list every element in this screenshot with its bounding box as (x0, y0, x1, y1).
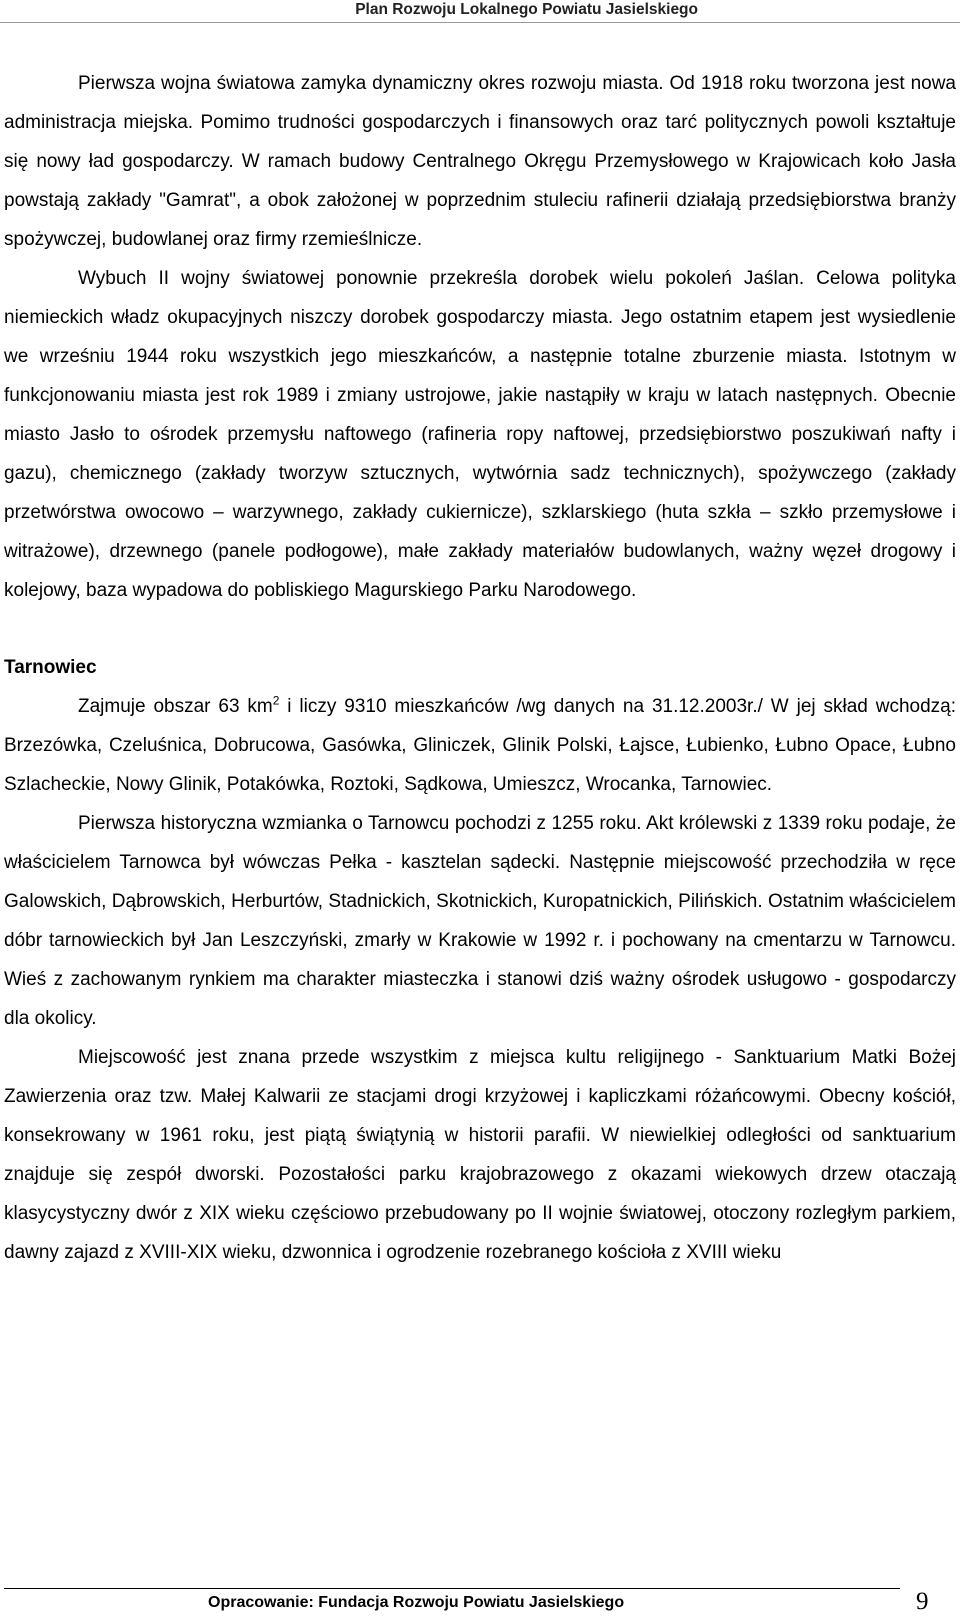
area-text-rest: i liczy 9310 mieszkańców /wg danych na 31.12.2003r./ W jej skład wchodzą: Brzezówka, Czeluśnica, Dobrucowa, Gasówka, Gliniczek, Glinik Polski, Łajsce, Łubienko, Łubno Opace, Łubno Szlacheckie, Nowy Glinik, Potakówka, Roztoki, Sądkowa, Umieszcz, Wrocanka, Tarnowiec. (4, 696, 956, 795)
header-title: Plan Rozwoju Lokalnego Powiatu Jasielskiego (355, 1, 698, 18)
section-heading-tarnowiec: Tarnowiec (4, 657, 97, 678)
footer-divider (4, 1588, 900, 1589)
paragraph-history: Pierwsza historyczna wzmianka o Tarnowcu pochodzi z 1255 roku. Akt królewski z 1339 roku podaje, że właścicielem Tarnowca był wówczas Pełka - kasztelan sądecki. Następnie miejscowość przechodziła w ręce Galowskich, Dąbrowskich, Herburtów, Stadnickich, Skotnickich, Kuropatnickich, Pilińskich. Ostatnim właścicielem dóbr tarnowieckich był Jan Leszczyński, zmarły w Krakowie w 1992 r. i pochowany na cmentarzu w Tarnowcu. Wieś z zachowanym rynkiem ma charakter miasteczka i stanowi dziś ważny ośrodek usługowo - gospodarczy dla okolicy. (4, 813, 956, 1029)
paragraph-area (4, 687, 956, 804)
section-spacer (4, 610, 956, 648)
paragraph-wwi: Pierwsza wojna światowa zamyka dynamiczny okres rozwoju miasta. Od 1918 roku tworzona jest nowa administracja miejska. Pomimo trudności gospodarczych i finansowych oraz tarć politycznych powoli kształtuje się nowy ład gospodarczy. W ramach budowy Centralnego Okręgu Przemysłowego w Krajowicach koło Jasła powstają zakłady "Gamrat", a obok założonej w poprzednim stuleciu rafinerii działają przedsiębiorstwa branży spożywczej, budowlanej oraz firmy rzemieślnicze. (4, 73, 956, 250)
page-header (0, 0, 960, 23)
page-number: 9 (916, 1588, 929, 1615)
area-text: Zajmuje obszar 63 km (78, 696, 273, 717)
paragraph-wwii: Wybuch II wojny światowej ponownie przekreśla dorobek wielu pokoleń Jaślan. Celowa polityka niemieckich władz okupacyjnych niszczy dorobek gospodarczy miasta. Jego ostatnim etapem jest wysiedlenie we wrześniu 1944 roku wszystkich jego mieszkańców, a następnie totalne zburzenie miasta. Istotnym w funkcjonowaniu miasta jest rok 1989 i zmiany ustrojowe, jakie nastąpiły w kraju w latach następnych. Obecnie miasto Jasło to ośrodek przemysłu naftowego (rafineria ropy naftowej, przedsiębiorstwo poszukiwań nafty i gazu), chemicznego (zakłady tworzyw sztucznych, wytwórnia sadz technicznych), spożywczego (zakłady przetwórstwa owocowo – warzywnego, zakłady cukiernicze), szklarskiego (huta szkła – szkło przemysłowe i witrażowe), drzewnego (panele podłogowe), małe zakłady materiałów budowlanych, ważny węzeł drogowy i kolejowy, baza wypadowa do pobliskiego Magurskiego Parku Narodowego. (4, 268, 956, 601)
area-superscript: 2 (272, 693, 280, 708)
paragraph-sanctuary: Miejscowość jest znana przede wszystkim z miejsca kultu religijnego - Sanktuarium Matki Bożej Zawierzenia oraz tzw. Małej Kalwarii ze stacjami drogi krzyżowej i kapliczkami różańcowymi. Obecny kościół, konsekrowany w 1961 roku, jest piątą świątynią w historii parafii. W niewielkiej odległości od sanktuarium znajduje się zespół dworski. Pozostałości parku krajobrazowego z okazami wiekowych drzew otaczają klasycystyczny dwór z XIX wieku częściowo przebudowany po II wojnie światowej, otoczony rozległym parkiem, dawny zajazd z XVIII-XIX wieku, dzwonnica i ogrodzenie rozebranego kościoła z XVIII wieku (4, 1047, 956, 1263)
document-body (4, 64, 956, 1272)
footer-text: Opracowanie: Fundacja Rozwoju Powiatu Jasielskiego (208, 1594, 625, 1611)
